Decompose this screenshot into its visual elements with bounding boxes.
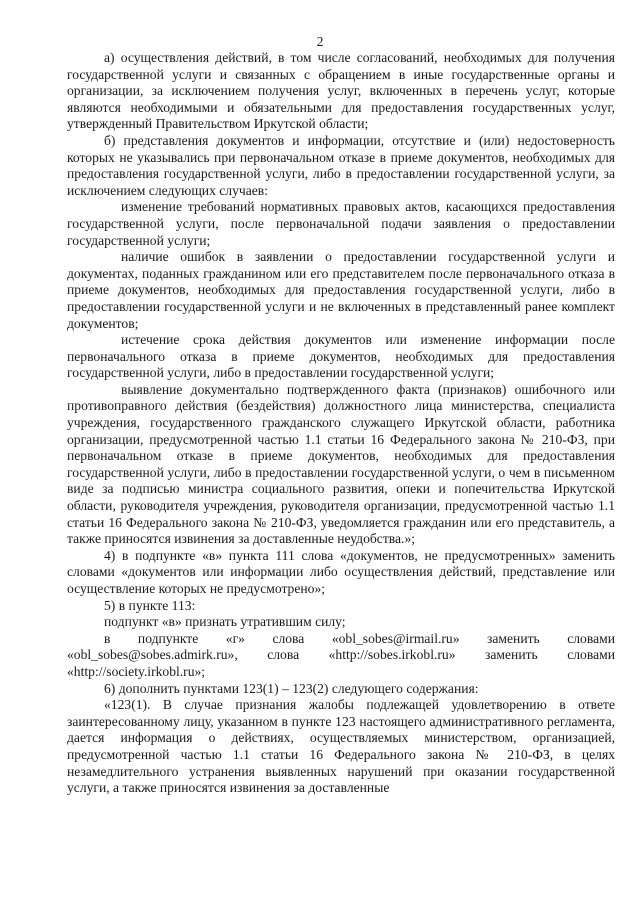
- document-body: [67, 50, 615, 797]
- paragraph-case-errors: наличие ошибок в заявлении о предоставлении государственной услуги и документах, поданных гражданином или его представителем после первоначального отказа в приеме документов, необходимых для предоставления государственной услуги, либо в предоставлении государственной услуги и не включенных в представленный ранее комплект документов;: [67, 249, 615, 331]
- page-number: 2: [316, 34, 324, 49]
- paragraph-subitem-g: в подпункте «г» слова «obl_sobes@irmail.ru» заменить словами «obl_sobes@sobes.admirk.ru», слова «http://sobes.irkobl.ru» заменить словами «http://society.irkobl.ru»;: [67, 630, 615, 679]
- paragraph-case-expiry: истечение срока действия документов или изменение информации после первоначального отказа в приеме документов, необходимых для предоставления государственной услуги, либо в предоставлении государственной услуги;: [67, 332, 615, 381]
- paragraph-case-unlawful-action: выявление документально подтвержденного факта (признаков) ошибочного или противоправного действия (бездействия) должностного лица министерства, специалиста учреждения, государственного гражданского служащего Иркутской области, работника организации, предусмотренной частью 1.1 статьи 16 Федерального закона № 210-ФЗ, при первоначальном отказе в приеме документов, необходимых для предоставления государственной услуги, либо в предоставлении государственной услуги, о чем в письменном виде за подписью министра социального развития, опеки и попечительства Иркутской области, руководителя учреждения, руководителя организации, предусмотренной частью 1.1 статьи 16 Федерального закона № 210-ФЗ, уведомляется гражданин или его представитель, а также приносятся извинения за доставленные неудобства.»;: [67, 381, 615, 547]
- paragraph-case-requirements-change: изменение требований нормативных правовых актов, касающихся предоставления государственной услуги, после первоначальной подачи заявления о предоставлении государственной услуги;: [67, 199, 615, 248]
- paragraph-b: б) представления документов и информации, отсутствие и (или) недостоверность которых не указывались при первоначальном отказе в приеме документов, необходимых для предоставления государственной услуги, либо в предоставлении государственной услуги, за исключением следующих случаев:: [67, 132, 615, 198]
- paragraph-subitem-v: подпункт «в» признать утратившим силу;: [104, 614, 346, 630]
- paragraph-item-6: 6) дополнить пунктами 123(1) – 123(2) следующего содержания:: [104, 680, 479, 696]
- paragraph-a: а) осуществления действий, в том числе согласований, необходимых для получения государственной услуги и связанных с обращением в иные государственные органы и организации, за исключением получения услуг, включенных в перечень услуг, которые являются необходимыми и обязательными для предоставления государственных услуг, утвержденный Правительством Иркутской области;: [67, 50, 615, 132]
- paragraph-item-4: 4) в подпункте «в» пункта 111 слова «документов, не предусмотренных» заменить словами «документов или информации либо осуществления действий, представление или осуществление которых не предусмотрено»;: [67, 547, 615, 596]
- paragraph-123-1: «123(1). В случае признания жалобы подлежащей удовлетворению в ответе заинтересованному лицу, указанном в пункте 123 настоящего административного регламента, дается информация о действиях, осуществляемых министерством, организацией, предусмотренной частью 1.1 статьи 16 Федерального закона № 210-ФЗ, в целях незамедлительного устранения выявленных нарушений при оказании государственной услуги, а также приносятся извинения за доставленные: [67, 697, 615, 796]
- paragraph-item-5: 5) в пункте 113:: [104, 597, 196, 613]
